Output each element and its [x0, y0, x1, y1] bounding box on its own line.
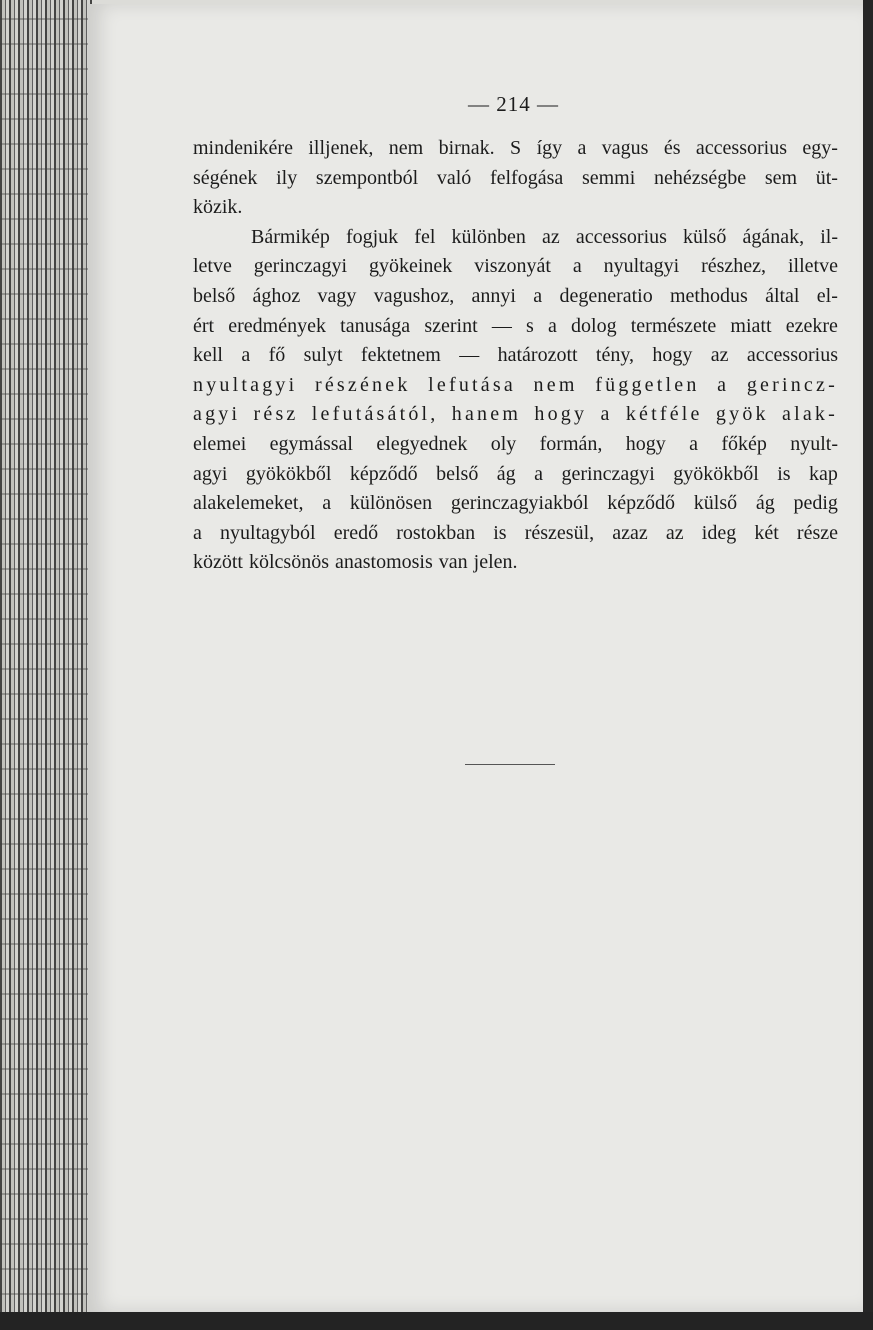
word: a [533, 284, 543, 307]
word: sulyt [303, 344, 343, 367]
word: a [322, 492, 332, 515]
word: így [536, 137, 563, 159]
text-line [193, 519, 838, 549]
text-line [193, 134, 838, 164]
word: miatt [730, 314, 772, 337]
word: tény, [595, 344, 635, 367]
text-line [193, 489, 838, 519]
word: el- [816, 284, 838, 307]
word: jelen. [473, 551, 518, 574]
word: elemei [193, 432, 247, 455]
word: természete [630, 314, 717, 337]
word: anastomosis [335, 551, 433, 574]
word: a [689, 432, 698, 455]
word: sem [764, 166, 798, 189]
word: elegyednek [376, 432, 468, 455]
word: rész [253, 403, 299, 426]
word: fektetnem [360, 344, 441, 367]
word: között [193, 551, 243, 574]
word: il- [820, 225, 838, 248]
word: belső [436, 462, 479, 485]
scan-bottom-border [0, 1312, 873, 1330]
word: rostokban [396, 521, 476, 544]
word: lefutásától, [311, 403, 439, 426]
word: accessorius [575, 225, 667, 248]
text-line [193, 548, 838, 578]
word: kétféle [625, 403, 703, 426]
word: felfogása [489, 166, 564, 189]
word: független [595, 373, 700, 396]
word: gyökökből [673, 462, 759, 485]
word: gerinczagyiakból [450, 492, 589, 515]
text-line [193, 252, 838, 282]
word: S [510, 137, 522, 159]
text-line [193, 164, 838, 194]
word: a [193, 521, 202, 544]
word: illjenek, [308, 137, 374, 159]
word: eredmények [228, 314, 326, 337]
word: ág [496, 462, 516, 485]
word: üt- [815, 166, 838, 189]
word: a [572, 255, 582, 278]
word: vagy [317, 284, 357, 307]
word: és [663, 137, 681, 159]
word: ideg [701, 521, 737, 544]
text-line [193, 430, 838, 460]
word: része [796, 521, 838, 544]
word: gerinczagyi [561, 462, 655, 485]
word: vagus [601, 137, 649, 159]
word: letve [193, 255, 232, 278]
word: nyultagyi [193, 373, 298, 396]
word: methodus [670, 284, 748, 307]
text-line [193, 193, 838, 223]
word: az [542, 225, 560, 248]
word: két [754, 521, 779, 544]
word: tanusága [340, 314, 411, 337]
word: ily [276, 166, 298, 189]
word: különösen [349, 492, 433, 515]
text-line [193, 312, 838, 342]
word: nem [533, 373, 578, 396]
word: képződő [349, 462, 418, 485]
word: kap [809, 462, 838, 485]
word: gyök [715, 403, 769, 426]
page-number: — 214 — [468, 92, 559, 116]
scan-right-border [863, 0, 873, 1330]
word: degeneratio [559, 284, 653, 307]
word: nyult- [790, 432, 838, 455]
word: az [710, 344, 729, 367]
word: a [717, 373, 730, 396]
word: a [547, 314, 557, 337]
word: gyökökből [245, 462, 332, 485]
word: is [493, 521, 507, 544]
word: főkép [721, 432, 767, 455]
word: semmi [581, 166, 636, 189]
word: kölcsönös [249, 551, 329, 574]
word: s [525, 314, 534, 337]
word: hogy [534, 403, 588, 426]
word: szempontból [315, 166, 419, 189]
word: nem [388, 137, 424, 159]
text-line [193, 223, 838, 253]
text-line [193, 460, 838, 490]
word: ágának, [742, 225, 805, 248]
word: a [241, 344, 251, 367]
word: hanem [451, 403, 522, 426]
word: gerincz- [746, 373, 838, 396]
word: — [459, 344, 480, 367]
word: külső [683, 225, 727, 248]
text-line [193, 400, 838, 430]
word: van [438, 551, 468, 574]
word: formán, [539, 432, 603, 455]
word: pedig [793, 492, 838, 515]
word: dolog [571, 314, 617, 337]
text-line [193, 282, 838, 312]
word: Bármikép [251, 225, 330, 248]
word: ághoz [252, 284, 301, 307]
word: fel [414, 225, 436, 248]
word: fogjuk [345, 225, 399, 248]
word: vagushoz, [373, 284, 455, 307]
word: annyi [471, 284, 516, 307]
word: hogy [625, 432, 666, 455]
text-line [193, 371, 838, 401]
word: viszonyát [474, 255, 551, 278]
word: ségének [193, 166, 258, 189]
word: képződő [607, 492, 676, 515]
word: az [665, 521, 684, 544]
word: szerint [424, 314, 478, 337]
word: nehézségbe [653, 166, 747, 189]
word: — [491, 314, 512, 337]
word: illetve [787, 255, 838, 278]
word: mindenikére [193, 137, 293, 159]
word: alakelemeket, [193, 492, 304, 515]
word: közik. [193, 196, 243, 219]
word: külső [693, 492, 738, 515]
word: egy- [802, 137, 838, 159]
word: agyi [193, 462, 228, 485]
word: által [765, 284, 800, 307]
word: azaz [612, 521, 648, 544]
word: való [436, 166, 472, 189]
word: nyultagyi [603, 255, 680, 278]
word: kell [193, 344, 223, 367]
word: eredő [333, 521, 379, 544]
word: részesül, [524, 521, 595, 544]
word: a [577, 137, 587, 159]
word: különben [451, 225, 526, 248]
word: fő [268, 344, 286, 367]
word: határozott [497, 344, 578, 367]
word: részének [314, 373, 411, 396]
body-text [193, 134, 838, 578]
book-page-edges [0, 0, 92, 1318]
word: ezekre [785, 314, 838, 337]
word: a [600, 403, 613, 426]
word: oly [490, 432, 517, 455]
word: belső [193, 284, 236, 307]
word: alak- [782, 403, 838, 426]
word: birnak. [438, 137, 495, 159]
word: gyökeinek [369, 255, 453, 278]
word: gerinczagyi [253, 255, 348, 278]
word: hogy [652, 344, 693, 367]
word: a [534, 462, 544, 485]
word: agyi [193, 403, 241, 426]
word: accessorius [695, 137, 787, 159]
word: nyultagyból [220, 521, 316, 544]
end-rule [465, 764, 555, 765]
text-line [193, 341, 838, 371]
word: ág [755, 492, 775, 515]
word: is [777, 462, 791, 485]
word: részhez, [701, 255, 767, 278]
word: accessorius [746, 344, 838, 367]
word: egymással [269, 432, 353, 455]
word: ért [193, 314, 215, 337]
word: lefutása [428, 373, 516, 396]
